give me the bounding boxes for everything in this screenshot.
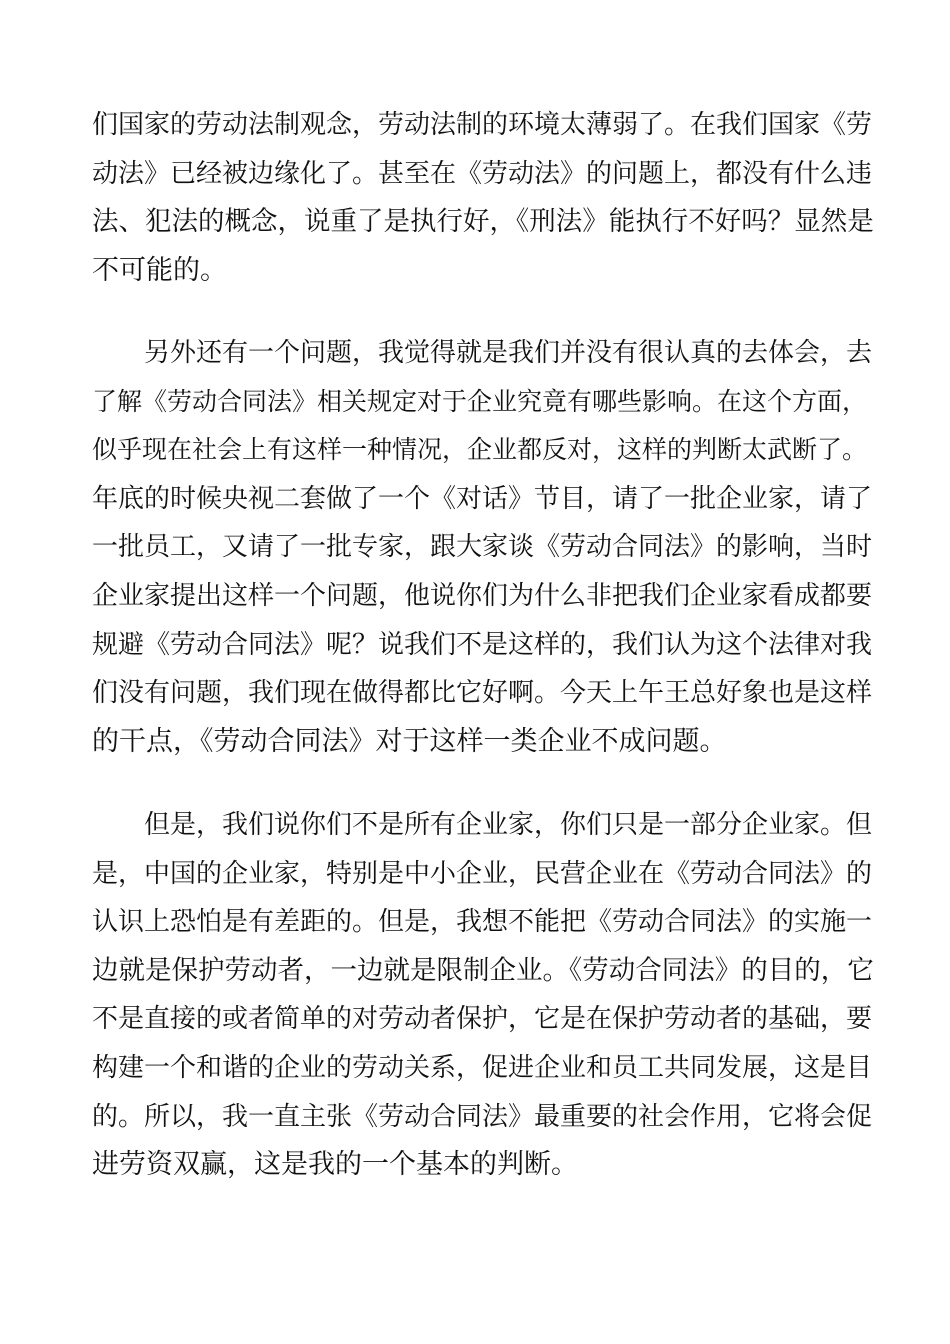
text-line: 了解《劳动合同法》相关规定对于企业究竟有哪些影响。在这个方面， bbox=[92, 386, 868, 416]
text-line: 规避《劳动合同法》呢？说我们不是这样的，我们认为这个法律对我 bbox=[92, 629, 873, 660]
paragraph-1 bbox=[92, 101, 882, 295]
text-line: 的干点，《劳动合同法》对于这样一类企业不成问题。 bbox=[92, 725, 727, 757]
text-line: 构建一个和谐的企业的劳动关系，促进企业和员工共同发展，这是目 bbox=[92, 1052, 873, 1083]
text-line: 的。所以，我一直主张《劳动合同法》最重要的社会作用，它将会促 bbox=[92, 1101, 873, 1132]
text-line: 法、犯法的概念，说重了是执行好，《刑法》能执行不好吗？显然是 bbox=[92, 206, 874, 238]
text-line: 动法》已经被边缘化了。甚至在《劳动法》的问题上，都没有什么违 bbox=[92, 158, 873, 189]
text-line: 认识上恐怕是有差距的。但是，我想不能把《劳动合同法》的实施一 bbox=[92, 907, 873, 938]
text-line: 们国家的劳动法制观念，劳动法制的环境太薄弱了。在我们国家《劳 bbox=[92, 110, 873, 140]
paragraph-2 bbox=[92, 329, 882, 766]
text-line: 似乎现在社会上有这样一种情况，企业都反对，这样的判断太武断了。 bbox=[92, 435, 868, 465]
text-line: 是，中国的企业家，特别是中小企业，民营企业在《劳动合同法》的 bbox=[92, 858, 873, 889]
text-line: 企业家提出这样一个问题，他说你们为什么非把我们企业家看成都要 bbox=[92, 580, 873, 611]
text-line: 年底的时候央视二套做了一个《对话》节目，请了一批企业家，请了 bbox=[92, 483, 873, 514]
text-line: 不可能的。 bbox=[92, 254, 227, 286]
text-line: 但是，我们说你们不是所有企业家，你们只是一部分企业家。但 bbox=[144, 810, 873, 840]
text-line: 不是直接的或者简单的对劳动者保护，它是在保护劳动者的基础，要 bbox=[92, 1004, 873, 1035]
text-line: 一批员工，又请了一批专家，跟大家谈《劳动合同法》的影响，当时 bbox=[92, 532, 873, 563]
text-line: 们没有问题，我们现在做得都比它好啊。今天上午王总好象也是这样 bbox=[92, 678, 873, 709]
text-line: 边就是保护劳动者，一边就是限制企业。《劳动合同法》的目的，它 bbox=[92, 954, 874, 986]
paragraph-3 bbox=[92, 801, 882, 1190]
text-line: 另外还有一个问题，我觉得就是我们并没有很认真的去体会，去 bbox=[144, 338, 873, 368]
text-line: 进劳资双赢，这是我的一个基本的判断。 bbox=[92, 1149, 578, 1181]
